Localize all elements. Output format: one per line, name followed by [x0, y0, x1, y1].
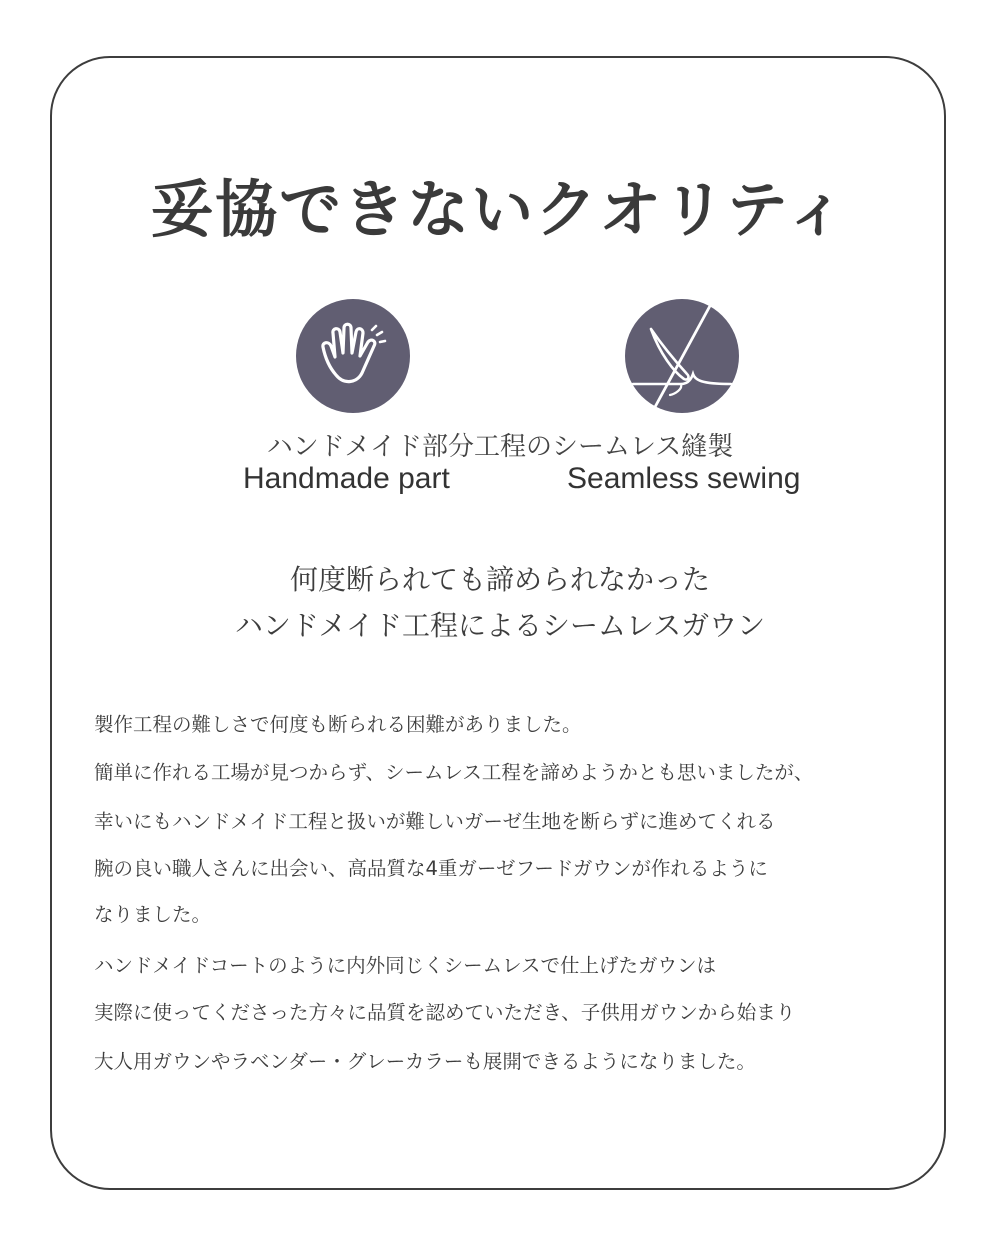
- body-line-3: 幸いにもハンドメイド工程と扱いが難しいガーゼ生地を断らずに進めてくれる: [94, 810, 776, 833]
- body-line-1: 製作工程の難しさで何度も断られる困難がありました。: [94, 713, 582, 736]
- body-line-7: 実際に使ってくださった方々に品質を認めていただき、子供用ガウンから始まり: [94, 1001, 796, 1024]
- seamless-sewing-label: Seamless sewing: [567, 462, 801, 495]
- needle-thread-icon: [625, 299, 739, 413]
- feature-jp-label: ハンドメイド部分工程のシームレス縫製: [266, 432, 734, 462]
- body-line-8: 大人用ガウンやラベンダー・グレーカラーも展開できるようになりました。: [94, 1050, 756, 1073]
- body-line-2: 簡単に作れる工場が見つからず、シームレス工程を諦めようかとも思いましたが、: [94, 761, 814, 784]
- page-title: 妥協できないクオリティ: [151, 173, 849, 246]
- hand-icon: [296, 299, 410, 413]
- handmade-part-label: Handmade part: [243, 462, 450, 495]
- lead-line-2: ハンドメイド工程によるシームレスガウン: [234, 609, 766, 642]
- lead-line-1: 何度断られても諦められなかった: [289, 563, 710, 596]
- body-line-4: 腕の良い職人さんに出会い、高品質な4重ガーゼフードガウンが作れるように: [94, 857, 768, 880]
- body-line-5: なりました。: [94, 903, 212, 926]
- body-line-6: ハンドメイドコートのように内外同じくシームレスで仕上げたガウンは: [94, 954, 717, 977]
